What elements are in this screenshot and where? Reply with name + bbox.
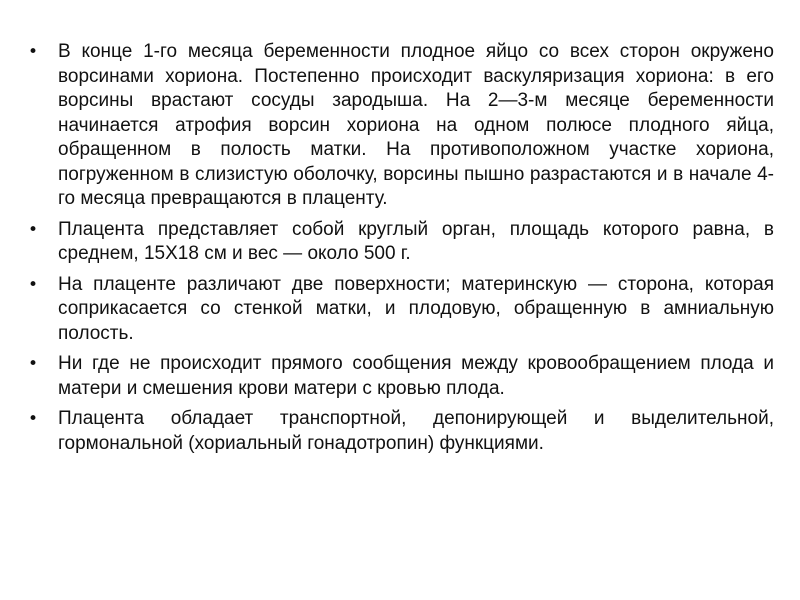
bullet-text-3: На плаценте различают две поверхности; материнскую — сторона, которая соприкасается со стенкой матки, и плодовую, обращенную в амниальную полость. (58, 273, 774, 344)
bullet-item-3 (22, 273, 774, 347)
bullet-text-1: В конце 1-го месяца беременности плодное яйцо со всех сторон окружено ворсинами хориона. Постепенно происходит васкуляризация хориона: в его ворсины врастают сосуды зародыша. На 2—3-м месяце беременности начинается атрофия ворсин хориона на одном полюсе плодного яйца, обращенном в полость матки. На противоположном участке хориона, погруженном в слизистую оболочку, ворсины пышно разрастаются и в начале 4-го месяца превращаются в плаценту. (58, 41, 774, 209)
bullet-marker: • (28, 219, 39, 240)
bullet-marker: • (28, 274, 39, 295)
bullet-item-4 (22, 352, 774, 401)
bullet-item-2 (22, 218, 774, 267)
bullet-item-1 (22, 40, 774, 212)
bullet-text-5: Плацента обладает транспортной, депонирующей и выделительной, гормональной (хориальный гонадотропин) функциями. (58, 408, 774, 454)
bullet-marker: • (28, 409, 39, 429)
bullet-item-5 (22, 407, 774, 456)
bullet-list (22, 40, 774, 462)
bullet-text-2: Плацента представляет собой круглый орган, площадь которого равна, в среднем, 15Х18 см и вес — около 500 г. (58, 218, 774, 264)
bullet-marker: • (28, 354, 39, 374)
bullet-text-4: Ни где не происходит прямого сообщения между кровообращением плода и матери и смешения крови матери с кровью плода. (58, 353, 774, 399)
bullet-marker: • (28, 42, 39, 62)
